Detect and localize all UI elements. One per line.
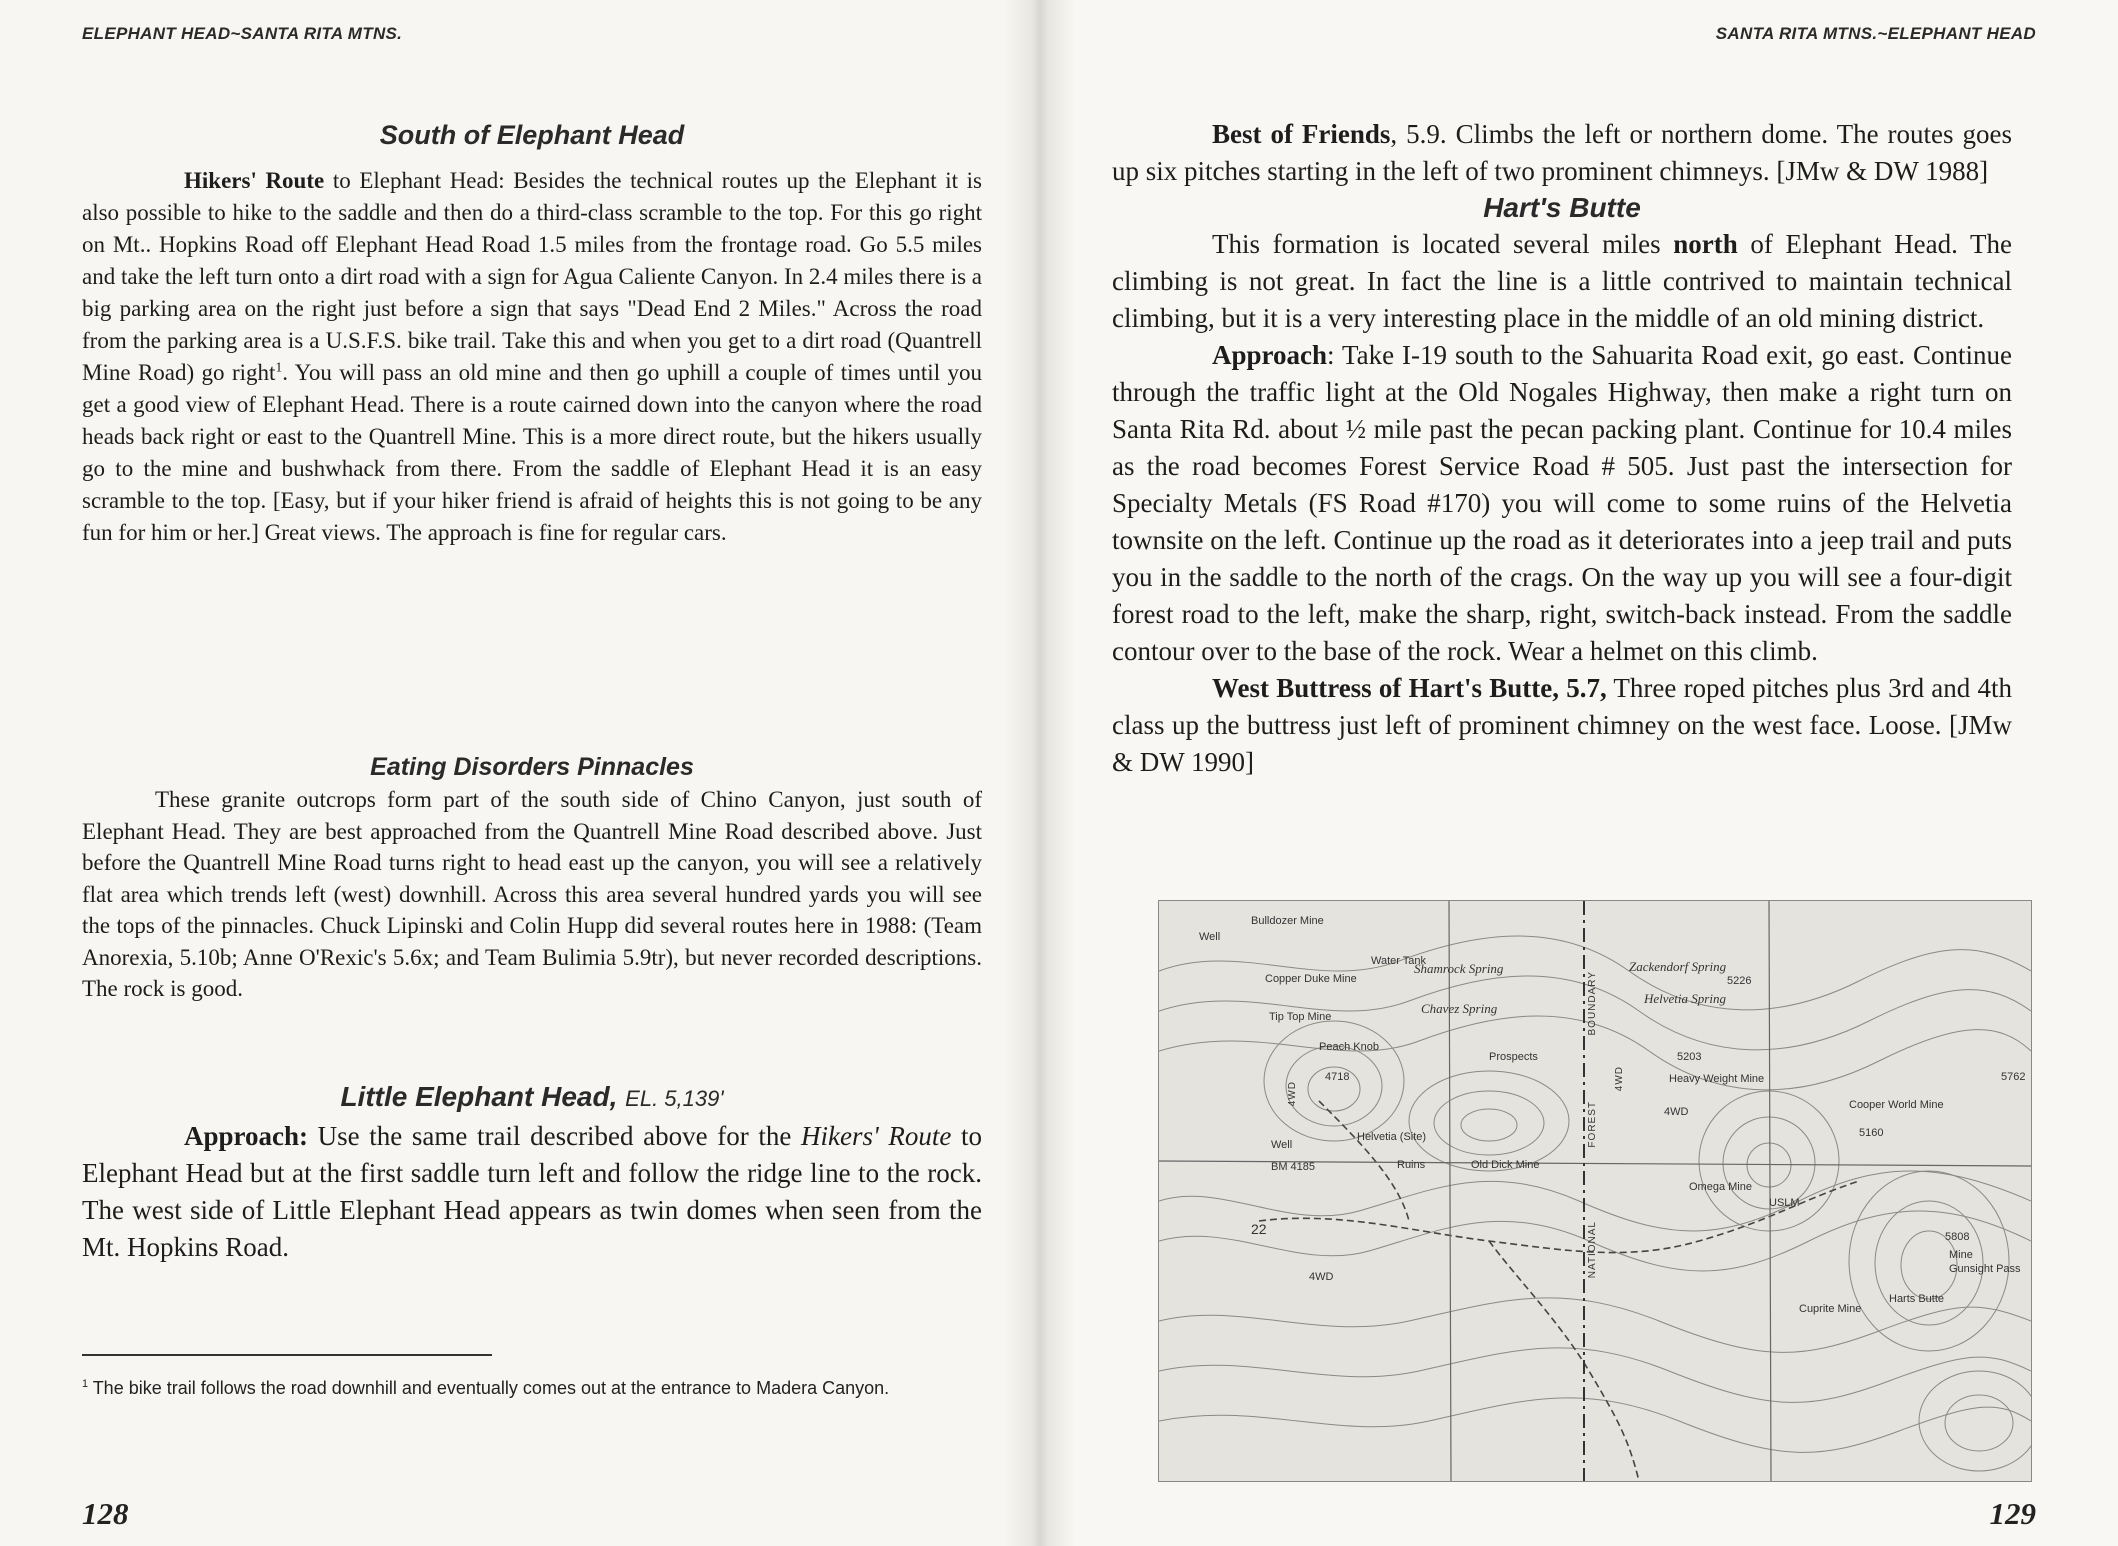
- map-label: Tip Top Mine: [1269, 1011, 1332, 1023]
- pinnacles-paragraph: These granite outcrops form part of the south side of Chino Canyon, just south of Elephant Head. They are best approached from the Quantrell Mine Road described above. Just before the Quantrell Mine Road turns right to head east up the canyon, you will see a relatively flat area which trends left (west) downhill. Across this area several hundred yards you will see the tops of the pinnacles. Chuck Lipinski and Colin Hupp did several routes here in 1988: (Team Anorexia, 5.10b; Anne O'Rexic's 5.6x; and Team Bulimia 5.9tr), but never recorded descriptions. The rock is good.: [82, 787, 982, 1001]
- map-label: Shamrock Spring: [1414, 961, 1504, 976]
- paragraph-text: Three roped pitches plus 3rd and 4th class up the buttress just left of prominent chimney on the west face. Loose. [JMw & DW 1990]: [1112, 673, 2012, 777]
- section-heading-harts-butte: Hart's Butte: [1483, 192, 1641, 223]
- map-label: 5808: [1945, 1231, 1970, 1243]
- map-label: Ruins: [1397, 1159, 1426, 1171]
- route-name: West Buttress of Hart's Butte, 5.7,: [1212, 673, 1607, 703]
- west-buttress-paragraph: [1112, 670, 2012, 781]
- map-label: 5160: [1859, 1127, 1884, 1139]
- map-label: Water Tank: [1371, 955, 1427, 967]
- map-label: Helvetia (Site): [1357, 1131, 1427, 1143]
- harts-butte-intro: [1112, 226, 2012, 337]
- footnote: [82, 1376, 982, 1400]
- map-label: Mine: [1949, 1249, 1973, 1261]
- map-label: FOREST: [1587, 1101, 1598, 1148]
- map-label: 4WD: [1309, 1271, 1334, 1283]
- heading-elevation: EL. 5,139': [625, 1086, 724, 1111]
- footnote-rule: [82, 1354, 492, 1356]
- map-label: NATIONAL: [1587, 1221, 1598, 1279]
- map-label: Well: [1199, 931, 1221, 943]
- left-page: [0, 0, 1040, 1546]
- section-south-of-elephant-head: [82, 117, 982, 549]
- bold-term: north: [1673, 229, 1738, 259]
- paragraph-text: : Take I-19 south to the Sahuarita Road exit, go east. Continue through the traffic light at the Old Nogales Highway, then make a right turn on Santa Rita Rd. about ½ mile past the pecan packing plant. Continue for 10.4 miles as the road becomes Forest Service Road # 505. Just past the intersection for Specialty Metals (FS Road #170) you will come to some ruins of the Helvetia townsite on the left. Continue up the road as it deteriorates into a jeep trail and puts you in the saddle to the north of the crags. On the way up you will see a four-digit forest road to the left, make the sharp, right, switch-back instead. From the saddle contour over to the base of the rock. Wear a helmet on this climb.: [1112, 340, 2012, 666]
- footnote-number: 1: [82, 1378, 89, 1390]
- best-of-friends-paragraph: [1112, 116, 2012, 190]
- map-label: Prospects: [1489, 1051, 1538, 1063]
- footnote-text: The bike trail follows the road downhill and eventually comes out at the entrance to Madera Canyon.: [88, 1378, 890, 1398]
- lead-term: Approach: [1212, 340, 1328, 370]
- section-heading: South of Elephant Head: [379, 120, 685, 150]
- map-label: 4WD: [1614, 1066, 1625, 1092]
- map-label: 5226: [1727, 975, 1752, 987]
- paragraph-text: , 5.9. Climbs the left or northern dome. The routes goes up six pitches starting in the left of two prominent chimneys. [JMw & DW 1988]: [1112, 119, 2012, 186]
- hikers-route-paragraph: [82, 165, 982, 549]
- map-label: Peach Knob: [1319, 1041, 1379, 1053]
- map-label: USLM: [1769, 1197, 1800, 1209]
- book-gutter: [1006, 0, 1074, 1546]
- running-head-right: SANTA RITA MTNS.~ELEPHANT HEAD: [1715, 24, 2036, 43]
- map-label: Omega Mine: [1689, 1181, 1752, 1193]
- section-heading: Eating Disorders Pinnacles: [370, 753, 694, 781]
- map-label: 22: [1251, 1221, 1267, 1237]
- map-label: BOUNDARY: [1587, 971, 1598, 1036]
- approach-paragraph: [82, 1118, 982, 1266]
- map-label: Helvetia Spring: [1644, 991, 1726, 1006]
- paragraph-text-continued: to Elephant Head but at the first saddle turn left and follow the ridge line to the rock. The west side of Little Elephant Head appears as twin domes when seen from the Mt. Hopkins Road.: [82, 1121, 982, 1262]
- right-page-text: [1112, 116, 2012, 781]
- map-label: 5762: [2001, 1071, 2026, 1083]
- map-label: Zackendorf Spring: [1629, 959, 1727, 974]
- section-little-elephant-head: [82, 1078, 982, 1266]
- italic-term: Hikers' Route: [800, 1121, 952, 1151]
- running-head-left: ELEPHANT HEAD~SANTA RITA MTNS.: [82, 24, 403, 43]
- map-label: Copper Duke Mine: [1265, 973, 1357, 985]
- map-label: Old Dick Mine: [1471, 1159, 1540, 1171]
- section-eating-disorders-pinnacles: [82, 750, 982, 1005]
- map-label: 4718: [1325, 1071, 1350, 1083]
- paragraph-text-continued: . You will pass an old mine and then go uphill a couple of times until you get a good view of Elephant Head. There is a route cairned down into the canyon where the road heads back right or east to the Quantrell Mine. This is a more direct route, but the hikers usually go to the mine and bushwhack from there. From the saddle of Elephant Head it is an easy scramble to the top. [Easy, but if your hiker friend is afraid of heights this is not going to be any fun for him or her.] Great views. The approach is fine for regular cars.: [82, 360, 982, 545]
- map-label: BM 4185: [1271, 1161, 1316, 1173]
- map-label: 4WD: [1287, 1081, 1298, 1107]
- paragraph-text: Use the same trail described above for the: [308, 1121, 801, 1151]
- paragraph-text: This formation is located several miles: [1212, 229, 1674, 259]
- map-label: Harts Butte: [1889, 1293, 1945, 1305]
- paragraph-text-continued: of Elephant Head. The climbing is not great. In fact the line is a little contrived to maintain technical climbing, but it is a very interesting place in the middle of an old mining district.: [1112, 229, 2012, 333]
- map-label: 4WD: [1664, 1106, 1689, 1118]
- map-label: Well: [1271, 1139, 1293, 1151]
- section-heading: [82, 1078, 982, 1118]
- lead-term: Hikers' Route: [184, 168, 325, 193]
- right-page: [1040, 0, 2118, 1546]
- map-label: Cooper World Mine: [1849, 1099, 1944, 1111]
- map-label: Gunsight Pass: [1949, 1263, 2021, 1275]
- topographic-map: [1158, 900, 2032, 1482]
- paragraph-text: to Elephant Head: Besides the technical routes up the Elephant it is also possible to hike to the saddle and then do a third-class scramble to the top. For this go right on Mt.. Hopkins Road off Elephant Head Road 1.5 miles from the frontage road. Go 5.5 miles and take the left turn onto a dirt road with a sign for Agua Caliente Canyon. In 2.4 miles there is a big parking area on the right just before a sign that says "Dead End 2 Miles." Across the road from the parking area is a U.S.F.S. bike trail. Take this and when you get to a dirt road (Quantrell Mine Road) go right: [82, 168, 982, 385]
- harts-butte-approach: [1112, 337, 2012, 670]
- map-label: Cuprite Mine: [1799, 1303, 1862, 1315]
- route-name: Best of Friends: [1212, 119, 1391, 149]
- page-number-left: 128: [82, 1496, 129, 1531]
- map-label: 5203: [1677, 1051, 1702, 1063]
- map-label: Bulldozer Mine: [1251, 915, 1324, 927]
- heading-title: Little Elephant Head,: [340, 1081, 618, 1112]
- map-label: Chavez Spring: [1421, 1001, 1498, 1016]
- map-label: Heavy Weight Mine: [1669, 1073, 1765, 1085]
- lead-term: Approach:: [184, 1121, 309, 1151]
- page-number-right: 129: [1989, 1496, 2036, 1531]
- footnote-reference[interactable]: 1: [275, 359, 283, 375]
